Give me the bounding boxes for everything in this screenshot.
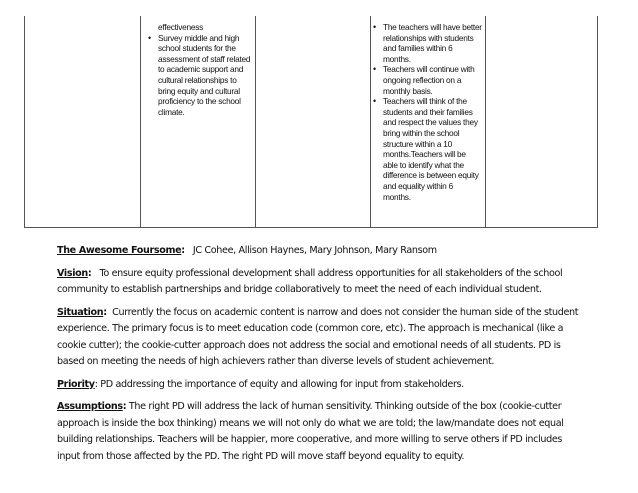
assumptions-text: The right PD will address the lack of human sensitivity. Thinking outside of the box (cookie-cutter approach is inside the box thinking) means we will not only do what we are told; the law/mandate does not equal building relationships. Teachers will be happier, more cooperative, and more willing to serve others if PD includes input from those affected by the PD. The right PD will move staff beyond equality to equity. [57, 401, 564, 462]
situation-label: Situation [57, 306, 104, 318]
plan-table [24, 16, 598, 228]
table-column-divider [255, 16, 256, 227]
priority-paragraph: Priority: PD addressing the importance of equity and allowing for input from stakeholders. [57, 378, 464, 390]
priority-label: Priority [57, 378, 95, 390]
vision-paragraph: Vision: To ensure equity professional development shall address opportunities for all stakeholders of the school community to establish partnerships and bridge collaboratively to meet the need of each individual student. [57, 267, 563, 295]
list-item: • The teachers will have better relationships with students and families within 6 months. [372, 22, 482, 64]
table-cell-column-2 [147, 22, 255, 117]
vision-label: Vision [57, 267, 88, 279]
team-paragraph: The Awesome Foursome: JC Cohee, Allison Haynes, Mary Johnson, Mary Ransom [57, 245, 437, 256]
assumptions-paragraph: Assumptions: The right PD will address the lack of human sensitivity. Thinking outside of the box (cookie-cutter approach is inside the box thinking) means we will not only do what we are told; the law/mandate does not equal building relationships. Teachers will be happier, more cooperative, and more willing to serve others if PD includes input from those affected by the PD. The right PD will move staff beyond equality to equity. [57, 401, 564, 462]
list-item: • Survey middle and high school students for the assessment of staff related to academic support and cultural relationships to bring equity and cultural proficiency to the school climate. [147, 33, 255, 118]
list-item: • Teachers will continue with ongoing reflection on a monthly basis. [372, 64, 482, 96]
table-column-divider [485, 16, 486, 227]
priority-text: PD addressing the importance of equity and allowing for input from stakeholders. [100, 378, 464, 390]
plan-summary [57, 243, 587, 471]
table-cell-column-4 [372, 22, 482, 202]
vision-text: To ensure equity professional development shall address opportunities for all stakeholders of the school community to establish partnerships and bridge collaboratively to meet the need of each individual student. [57, 267, 563, 295]
list-item: • Teachers will think of the students and their families and respect the values they bring within the school structure within a 10 months.Teachers will be able to identify what the difference is between equity and equality within 6 months. [372, 96, 482, 202]
situation-text: Currently the focus on academic content is narrow and does not consider the human side of the student experience. The primary focus is to meet education code (common core, etc). The approach is mechanical (like a cookie cutter); the cookie-cutter approach does not address the social and emotional needs of all students. PD is based on meeting the needs of high achievers rather than diverse levels of student achievement. [57, 306, 579, 367]
table-column-divider [140, 16, 141, 227]
team-members: JC Cohee, Allison Haynes, Mary Johnson, Mary Ransom [192, 245, 437, 256]
situation-paragraph: Situation: Currently the focus on academic content is narrow and does not consider the human side of the student experience. The primary focus is to meet education code (common core, etc). The approach is mechanical (like a cookie cutter); the cookie-cutter approach does not address the social and emotional needs of all students. PD is based on meeting the needs of high achievers rather than diverse levels of student achievement. [57, 306, 579, 367]
list-item: effectiveness [158, 22, 204, 32]
table-column-divider [370, 16, 371, 227]
assumptions-label: Assumptions [57, 401, 123, 412]
team-label: The Awesome Foursome [57, 245, 182, 256]
